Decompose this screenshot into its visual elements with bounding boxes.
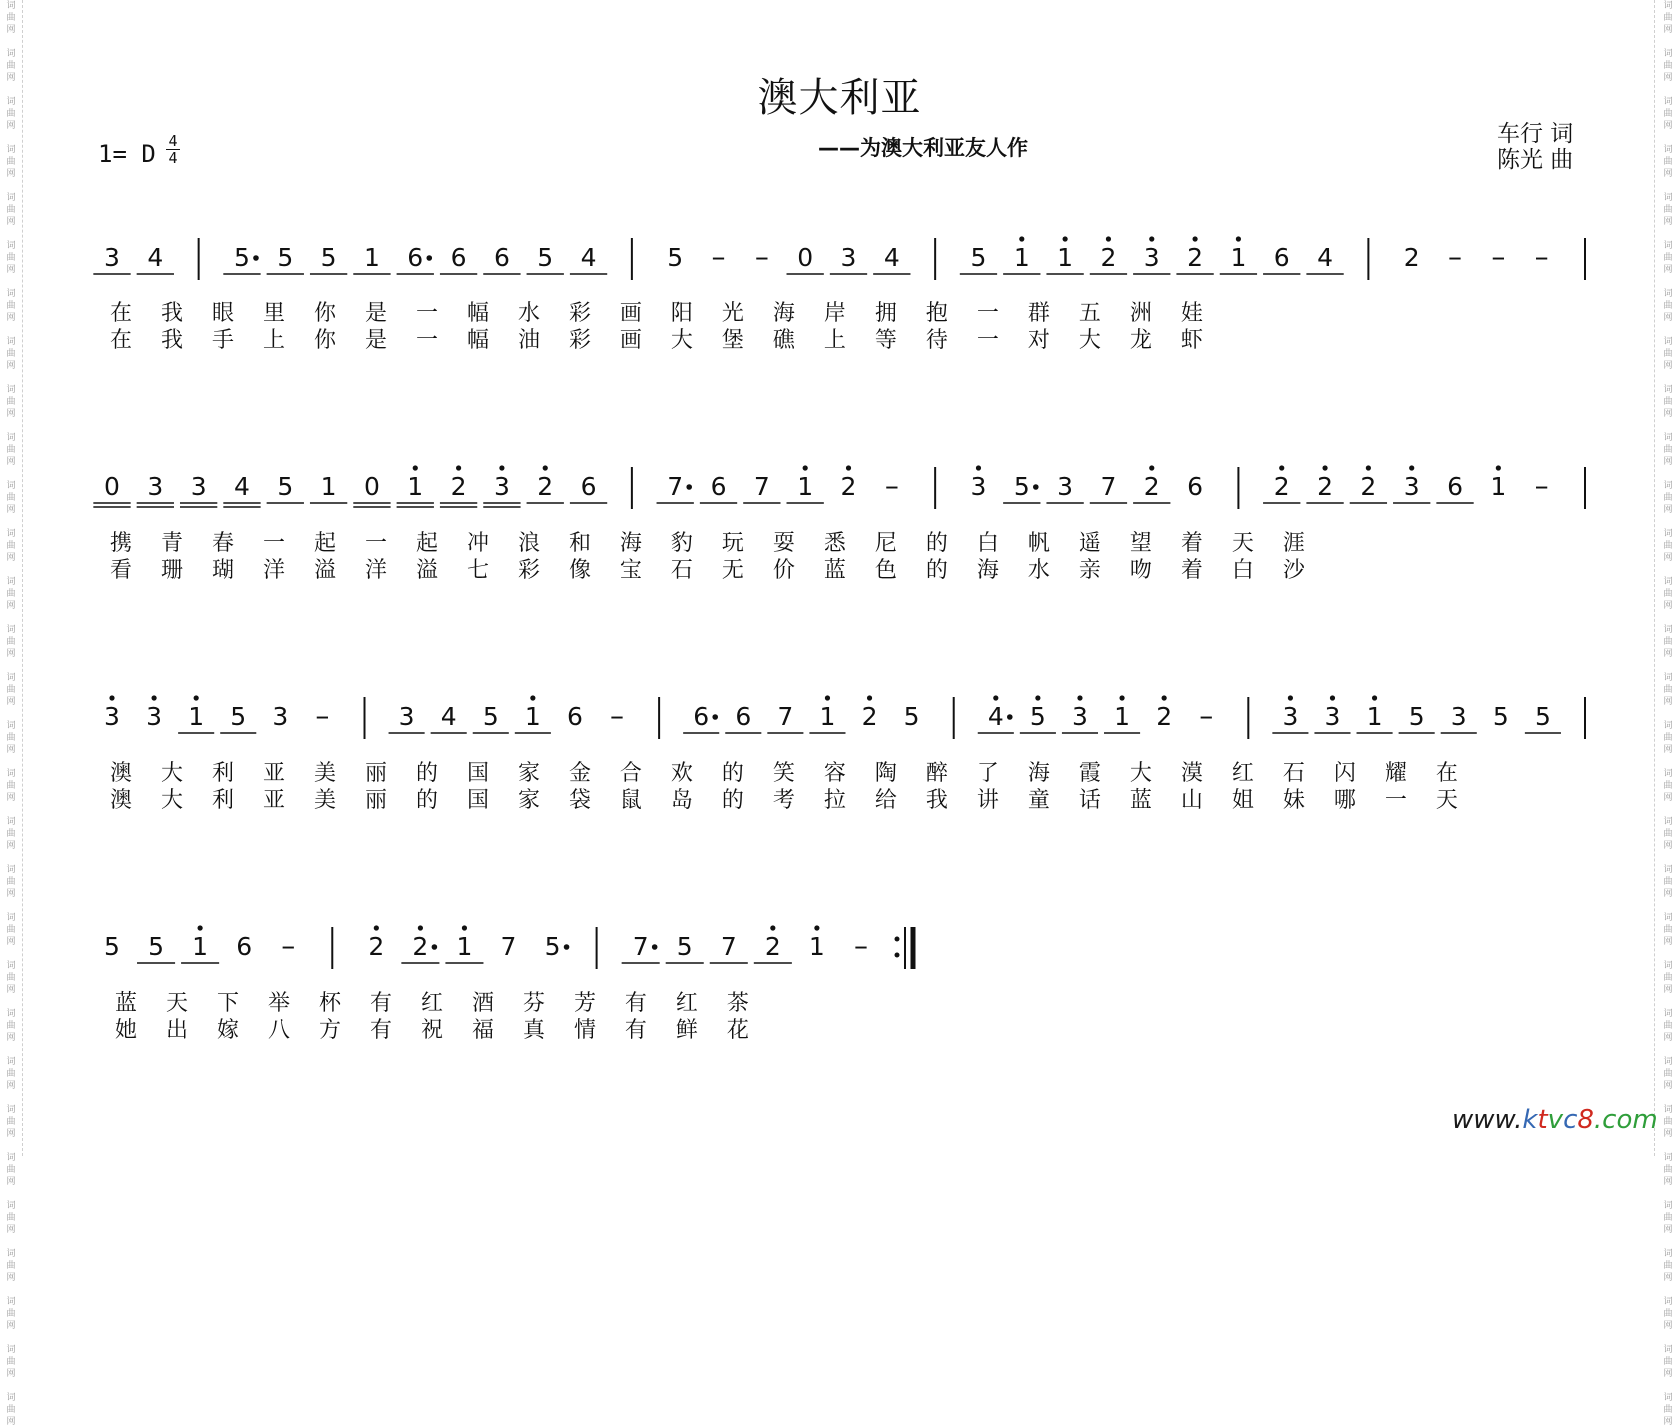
note: 2 bbox=[368, 932, 385, 961]
octave-dot bbox=[462, 925, 467, 930]
key-signature: 1= D bbox=[98, 140, 156, 168]
note: 5 bbox=[544, 932, 561, 961]
octave-dot bbox=[1119, 695, 1124, 700]
octave-dot bbox=[194, 695, 199, 700]
note: 3 bbox=[1324, 702, 1341, 731]
note: 7 bbox=[720, 932, 737, 961]
octave-dot bbox=[1162, 695, 1167, 700]
note: 3 bbox=[272, 702, 289, 731]
note: 4 bbox=[1317, 243, 1334, 272]
note: 1 bbox=[819, 702, 836, 731]
sustain-dash: – bbox=[1534, 240, 1549, 273]
song-subtitle: ——为澳大利亚友人作 bbox=[818, 136, 1028, 160]
note: 1 bbox=[320, 472, 337, 501]
note: 5 bbox=[230, 702, 247, 731]
lyric-line: 她 出 嫁 八 方 有 祝 福 真 情 有 鲜 花 bbox=[115, 1018, 760, 1043]
note: 1 bbox=[1230, 243, 1247, 272]
octave-dot bbox=[1019, 236, 1024, 241]
lyric-line: 在 我 手 上 你 是 一 幅 油 彩 画 大 堡 礁 上 等 待 一 对 大 龙 虾 bbox=[110, 328, 1214, 353]
octave-dot bbox=[198, 925, 203, 930]
note: 1 bbox=[1013, 243, 1030, 272]
note: 1 bbox=[1114, 702, 1131, 731]
lyricist-credit: 车行 词 bbox=[1497, 121, 1574, 147]
augmentation-dot bbox=[712, 714, 718, 720]
augmentation-dot bbox=[686, 484, 692, 490]
note: 3 bbox=[1072, 702, 1088, 731]
octave-dot bbox=[1236, 236, 1241, 241]
note: 6 bbox=[1187, 472, 1204, 501]
note: 1 bbox=[456, 932, 473, 961]
lyric-line: 在 我 眼 里 你 是 一 幅 水 彩 画 阳 光 海 岸 拥 抱 一 群 五 洲 娃 bbox=[110, 301, 1214, 326]
note: 2 bbox=[450, 472, 467, 501]
repeat-dot bbox=[895, 937, 900, 942]
note: 5 bbox=[277, 243, 294, 272]
composer-credit: 陈光 曲 bbox=[1497, 147, 1574, 173]
note: 2 bbox=[1100, 243, 1117, 272]
octave-dot bbox=[1063, 236, 1068, 241]
note: 6 bbox=[735, 702, 752, 731]
octave-dot bbox=[499, 465, 504, 470]
octave-dot bbox=[1149, 236, 1154, 241]
octave-dot bbox=[1149, 465, 1154, 470]
octave-dot bbox=[770, 925, 775, 930]
note: 2 bbox=[840, 472, 857, 501]
sustain-dash: – bbox=[754, 240, 769, 273]
lyric-line: 澳 大 利 亚 美 丽 的 国 家 袋 鼠 岛 的 考 拉 给 我 讲 童 话 蓝 山 姐 妹 哪 一 天 bbox=[110, 788, 1469, 813]
note: 3 bbox=[190, 472, 207, 501]
lyric-line: 看 珊 瑚 洋 溢 洋 溢 七 彩 像 宝 石 无 价 蓝 色 的 海 水 亲 吻 着 白 沙 bbox=[110, 558, 1316, 583]
note: 1 bbox=[188, 702, 205, 731]
note: 6 bbox=[693, 702, 710, 731]
note: 2 bbox=[1143, 472, 1160, 501]
octave-dot bbox=[530, 695, 535, 700]
sustain-dash: – bbox=[711, 240, 726, 273]
sustain-dash: – bbox=[1199, 699, 1214, 732]
note: 5 bbox=[1408, 702, 1425, 731]
note: 6 bbox=[450, 243, 467, 272]
octave-dot bbox=[1330, 695, 1335, 700]
sustain-dash: – bbox=[1534, 469, 1549, 502]
octave-dot bbox=[418, 925, 423, 930]
octave-dot bbox=[1288, 695, 1293, 700]
right-edge-watermark: 词 曲 网 词 曲 网 词 曲 网 词 曲 网 词 曲 网 词 曲 网 词 曲 网 词 曲 网 词 曲 网 词 曲 网 词 曲 网 词 曲 网 词 曲 网 词 曲 网 词 曲 网 词 曲 网 词 曲 网 词 曲 网 词 曲 网 词 曲 网 词 曲 网 词 曲 网 词 曲 网 词 曲 网 词 曲 网 词 曲 网 词 曲 网 词 曲 网 词 曲 网 词 曲 网 bbox=[1663, 1, 1673, 1427]
note: 3 bbox=[1450, 702, 1467, 731]
note: 4 bbox=[147, 243, 164, 272]
note: 5 bbox=[676, 932, 693, 961]
note: 3 bbox=[1282, 702, 1299, 731]
octave-dot bbox=[1322, 465, 1327, 470]
note: 3 bbox=[840, 243, 857, 272]
note: 3 bbox=[104, 702, 120, 731]
note: 2 bbox=[1317, 472, 1334, 501]
note: 6 bbox=[1273, 243, 1290, 272]
note: 3 bbox=[104, 243, 120, 272]
note: 5 bbox=[104, 932, 120, 961]
octave-dot bbox=[1279, 465, 1284, 470]
note: 4 bbox=[440, 702, 457, 731]
note: 2 bbox=[1403, 243, 1420, 272]
note: 1 bbox=[1366, 702, 1383, 731]
time-signature-bottom: 4 bbox=[168, 149, 178, 167]
note: 5 bbox=[277, 472, 294, 501]
octave-dot bbox=[151, 695, 156, 700]
octave-dot bbox=[825, 695, 830, 700]
lyric-line: 澳 大 利 亚 美 丽 的 国 家 金 合 欢 的 笑 容 陶 醉 了 海 霞 大 漠 红 石 闪 耀 在 bbox=[110, 761, 1469, 786]
note: 3 bbox=[1057, 472, 1074, 501]
note: 4 bbox=[234, 472, 250, 501]
note: 6 bbox=[407, 243, 424, 272]
note: 1 bbox=[1057, 243, 1074, 272]
octave-dot bbox=[413, 465, 418, 470]
sustain-dash: – bbox=[853, 929, 868, 962]
sustain-dash: – bbox=[315, 699, 330, 732]
augmentation-dot bbox=[253, 255, 259, 261]
octave-dot bbox=[976, 465, 981, 470]
note: 2 bbox=[861, 702, 878, 731]
octave-dot bbox=[1106, 236, 1111, 241]
octave-dot bbox=[1192, 236, 1197, 241]
note: 7 bbox=[753, 472, 770, 501]
note: 6 bbox=[493, 243, 510, 272]
note: 1 bbox=[407, 472, 424, 501]
octave-dot bbox=[374, 925, 379, 930]
note: 2 bbox=[1187, 243, 1204, 272]
note: 3 bbox=[398, 702, 415, 731]
repeat-dot bbox=[895, 953, 900, 958]
augmentation-dot bbox=[432, 944, 438, 950]
note: 1 bbox=[524, 702, 541, 731]
note: 6 bbox=[580, 472, 597, 501]
note: 7 bbox=[667, 472, 684, 501]
sustain-dash: – bbox=[610, 699, 625, 732]
octave-dot bbox=[1409, 465, 1414, 470]
note: 2 bbox=[1156, 702, 1173, 731]
note: 5 bbox=[1029, 702, 1046, 731]
note: 2 bbox=[764, 932, 781, 961]
octave-dot bbox=[543, 465, 548, 470]
note: 4 bbox=[580, 243, 597, 272]
note: 3 bbox=[970, 472, 987, 501]
note: 7 bbox=[632, 932, 649, 961]
note: 5 bbox=[1534, 702, 1551, 731]
time-signature-top: 4 bbox=[168, 132, 178, 150]
note: 0 bbox=[104, 472, 120, 501]
octave-dot bbox=[993, 695, 998, 700]
note: 2 bbox=[1360, 472, 1377, 501]
note: 3 bbox=[147, 472, 164, 501]
note: 1 bbox=[1490, 472, 1507, 501]
note: 5 bbox=[148, 932, 165, 961]
octave-dot bbox=[109, 695, 114, 700]
octave-dot bbox=[846, 465, 851, 470]
note: 5 bbox=[1492, 702, 1509, 731]
octave-dot bbox=[456, 465, 461, 470]
sustain-dash: – bbox=[1491, 240, 1506, 273]
note: 7 bbox=[777, 702, 794, 731]
note: 1 bbox=[808, 932, 825, 961]
note: 2 bbox=[537, 472, 554, 501]
left-edge-watermark: 词 曲 网 词 曲 网 词 曲 网 词 曲 网 词 曲 网 词 曲 网 词 曲 网 词 曲 网 词 曲 网 词 曲 网 词 曲 网 词 曲 网 词 曲 网 词 曲 网 词 曲 网 词 曲 网 词 曲 网 词 曲 网 词 曲 网 词 曲 网 词 曲 网 词 曲 网 词 曲 网 词 曲 网 词 曲 网 词 曲 网 词 曲 网 词 曲 网 词 曲 网 词 曲 网 bbox=[6, 1, 16, 1427]
sustain-dash: – bbox=[884, 469, 899, 502]
note: 6 bbox=[710, 472, 727, 501]
note: 1 bbox=[192, 932, 209, 961]
note: 5 bbox=[320, 243, 337, 272]
octave-dot bbox=[814, 925, 819, 930]
note: 5 bbox=[537, 243, 554, 272]
augmentation-dot bbox=[564, 944, 570, 950]
octave-dot bbox=[1496, 465, 1501, 470]
octave-dot bbox=[1035, 695, 1040, 700]
sustain-dash: – bbox=[1448, 240, 1463, 273]
note: 6 bbox=[236, 932, 253, 961]
note: 1 bbox=[797, 472, 814, 501]
octave-dot bbox=[1366, 465, 1371, 470]
augmentation-dot bbox=[1007, 714, 1013, 720]
augmentation-dot bbox=[652, 944, 658, 950]
octave-dot bbox=[1077, 695, 1082, 700]
lyric-line: 携 青 春 一 起 一 起 冲 浪 和 海 豹 玩 耍 悉 尼 的 白 帆 遥 望 着 天 涯 bbox=[110, 531, 1316, 556]
note: 7 bbox=[500, 932, 517, 961]
sustain-dash: – bbox=[281, 929, 296, 962]
augmentation-dot bbox=[426, 255, 432, 261]
note: 4 bbox=[987, 702, 1004, 731]
octave-dot bbox=[867, 695, 872, 700]
note: 2 bbox=[412, 932, 429, 961]
song-title: 澳大利亚 bbox=[757, 75, 922, 121]
note: 0 bbox=[797, 243, 814, 272]
note: 6 bbox=[1447, 472, 1463, 501]
octave-dot bbox=[1372, 695, 1377, 700]
note: 5 bbox=[667, 243, 684, 272]
note: 3 bbox=[1143, 243, 1160, 272]
lyric-line: 蓝 天 下 举 杯 有 红 酒 芬 芳 有 红 茶 bbox=[115, 991, 760, 1016]
note: 3 bbox=[1403, 472, 1420, 501]
note: 1 bbox=[363, 243, 380, 272]
note: 3 bbox=[146, 702, 163, 731]
note: 5 bbox=[234, 243, 250, 272]
note: 5 bbox=[903, 702, 920, 731]
note: 2 bbox=[1273, 472, 1290, 501]
note: 5 bbox=[482, 702, 499, 731]
octave-dot bbox=[803, 465, 808, 470]
note: 3 bbox=[493, 472, 510, 501]
note: 7 bbox=[1100, 472, 1117, 501]
note: 4 bbox=[883, 243, 900, 272]
note: 5 bbox=[1013, 472, 1030, 501]
site-watermark: www.ktvc8.com bbox=[1452, 1105, 1658, 1135]
note: 6 bbox=[566, 702, 583, 731]
note: 5 bbox=[970, 243, 987, 272]
augmentation-dot bbox=[1033, 484, 1039, 490]
note: 0 bbox=[363, 472, 380, 501]
